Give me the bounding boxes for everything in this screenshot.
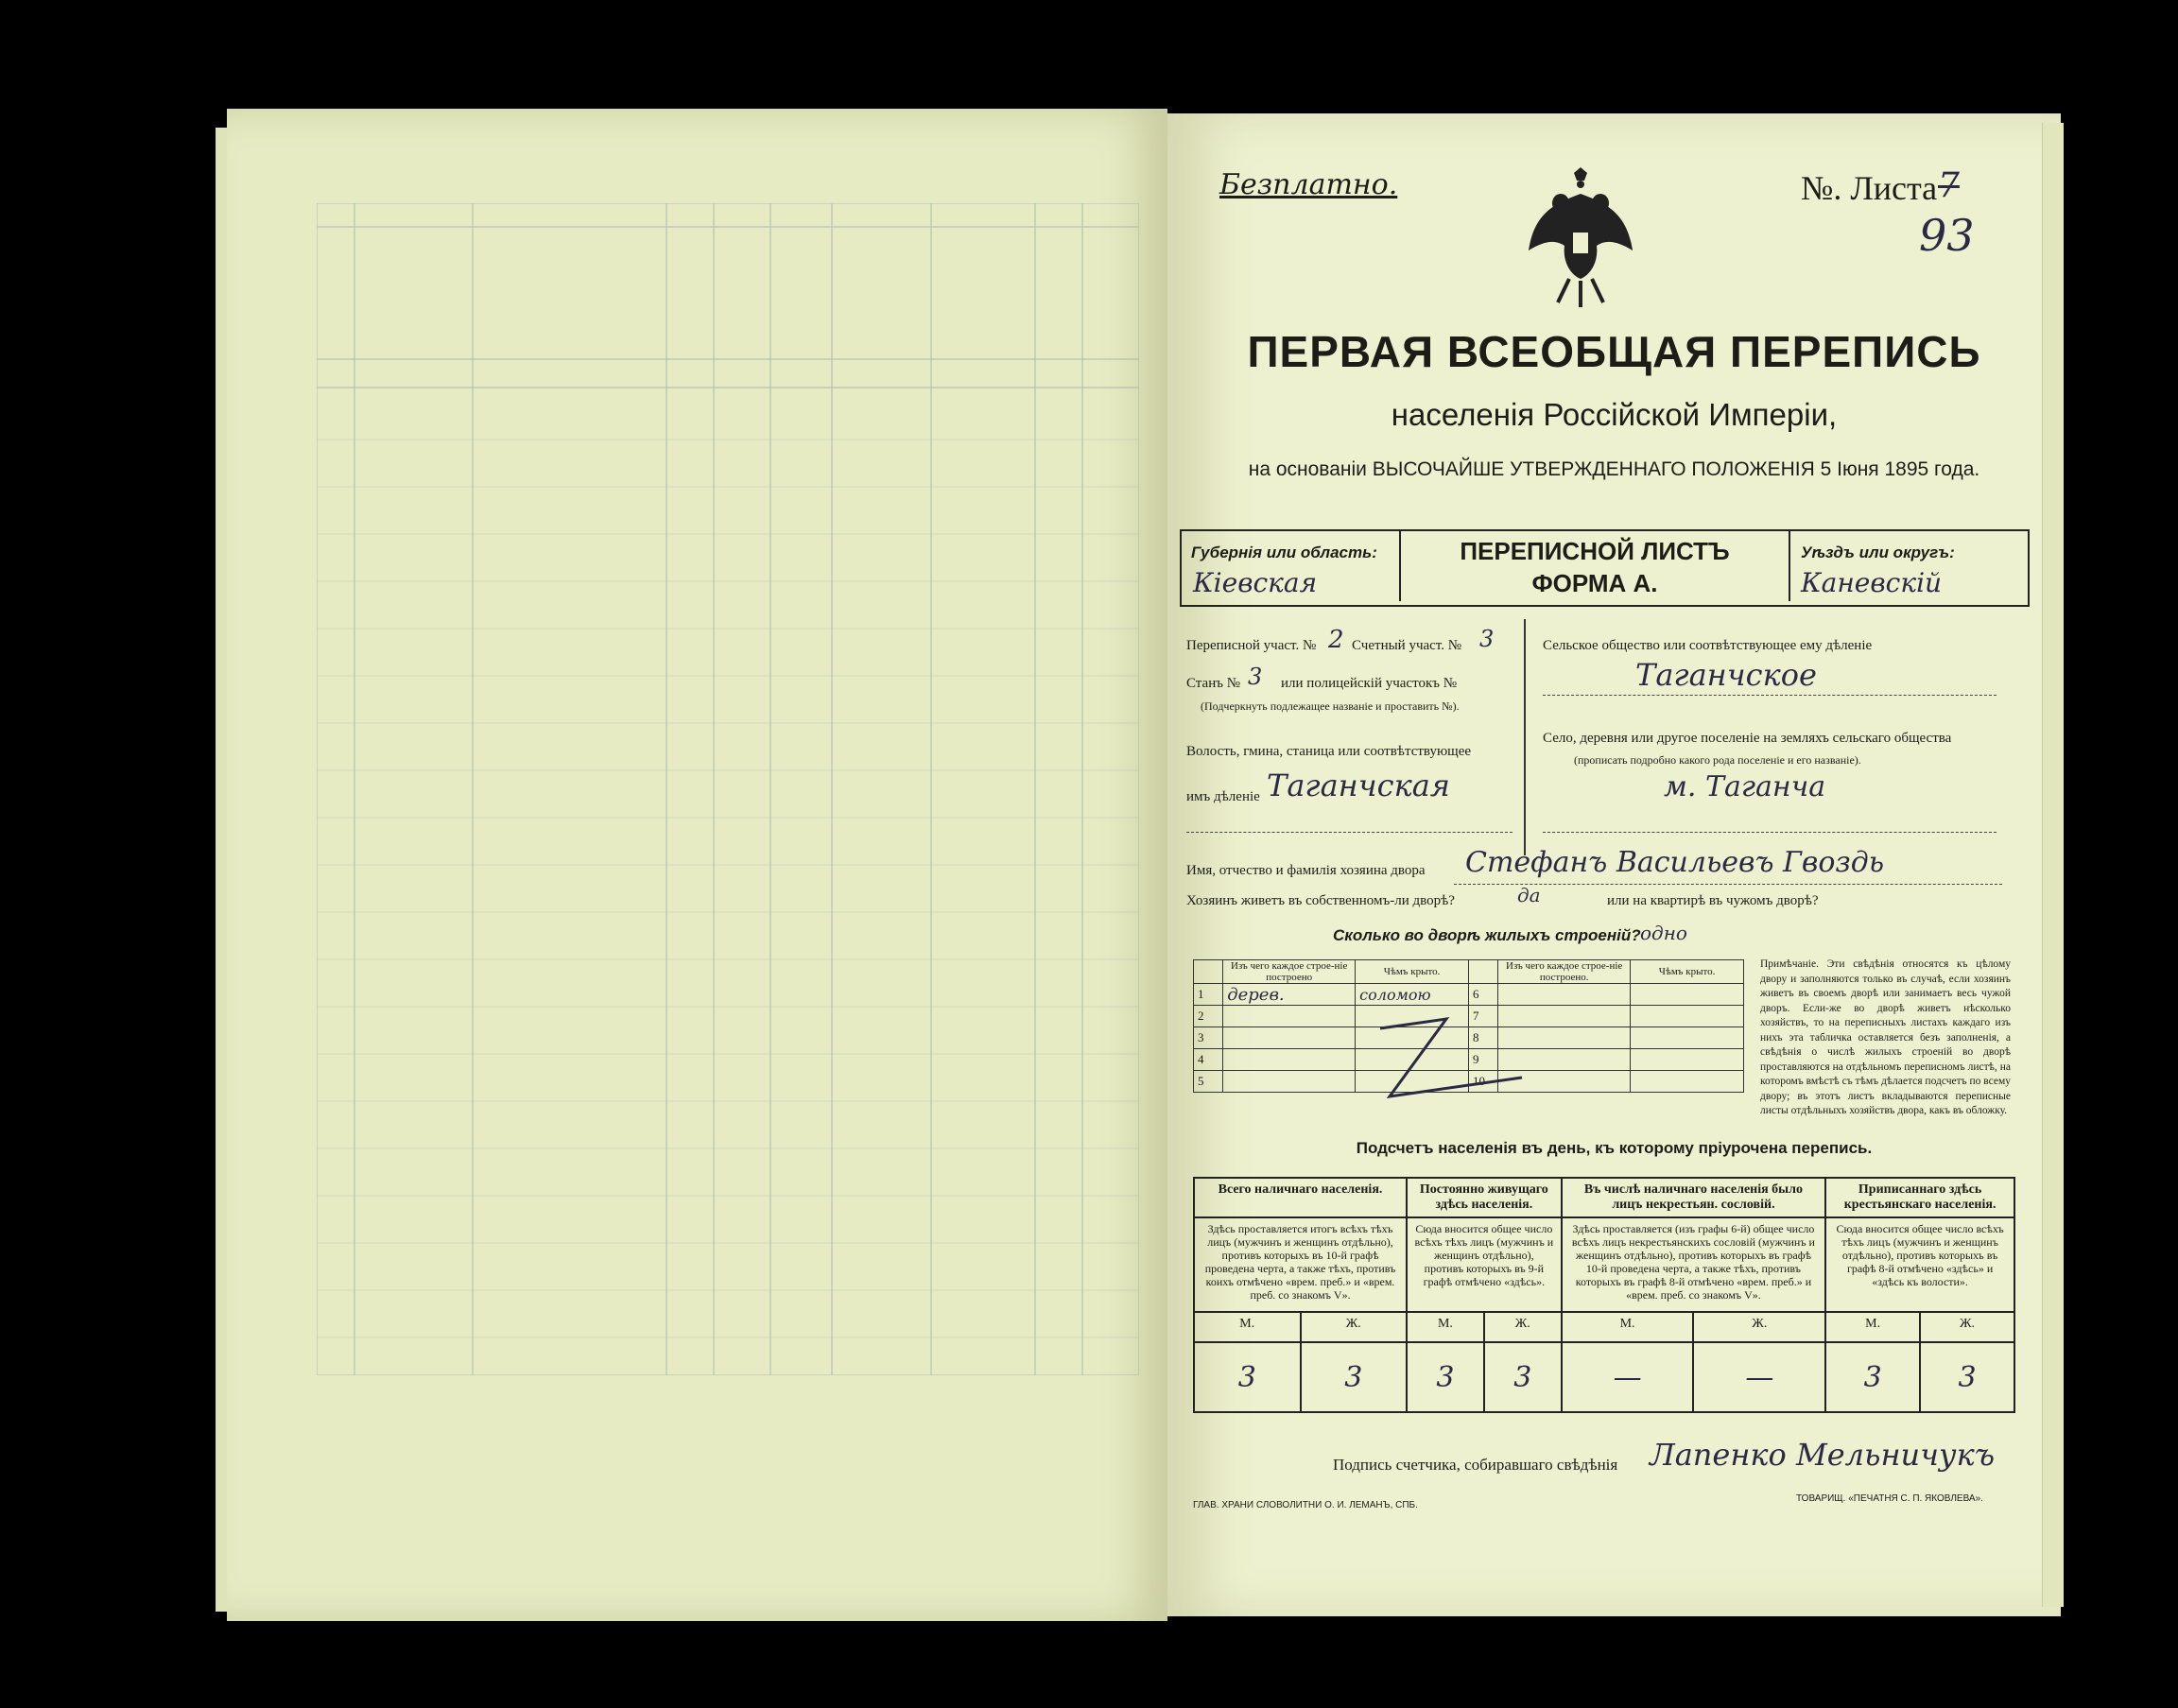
- buildings-label: Сколько во дворѣ жилыхъ строеній?: [1333, 926, 1641, 944]
- lives-label-2: или на квартирѣ въ чужомъ дворѣ?: [1607, 893, 1819, 908]
- document-subtitle: населенія Россійской Имперіи,: [1391, 397, 1838, 432]
- signature-label: Подпись счетчика, собиравшаго свѣдѣнія: [1333, 1456, 1618, 1474]
- uezd-value: Каневскій: [1801, 567, 1943, 598]
- sheet-type: ПЕРЕПИСНОЙ ЛИСТЪ: [1460, 537, 1730, 565]
- buildings-col-roof-2: Чѣмъ крыто.: [1631, 960, 1744, 984]
- lives-value: да: [1517, 884, 1541, 906]
- buildings-note: Примѣчаніе. Эти свѣдѣнія относятся къ цѣлому двору и заполняются только въ случаѣ, если хозяинъ живетъ въ своемъ дворѣ или занимаетъ весь чужой дворъ. Если-же во дворѣ живетъ нѣсколько хозяйствъ, то на переписныхъ листахъ каждаго изъ нихъ эта табличка оставляется безъ заполненія, а свѣдѣнія о числѣ жилыхъ строеній во дворѣ проставляются на отдѣльномъ переписномъ листѣ, на которомъ вмѣстѣ съ тѣмъ дѣлается подсчетъ по всему двору; въ этотъ листъ вкладываются переписные листы отдѣльныхъ хозяйствъ двора, какъ въ обложку.: [1760, 958, 2011, 1116]
- volost-extra-line: [1186, 832, 1512, 833]
- row-number: 2: [1194, 1006, 1223, 1027]
- strike-mark: [1323, 1002, 1550, 1115]
- schetny-uchast-value: 3: [1479, 626, 1495, 652]
- stan-value: 3: [1248, 664, 1263, 690]
- row-number: 3: [1194, 1027, 1223, 1049]
- population-table: [1193, 1177, 2015, 1413]
- document-title: ПЕРВАЯ ВСЕОБЩАЯ ПЕРЕПИСЬ: [1247, 327, 1981, 376]
- form-type: ФОРМА А.: [1531, 569, 1658, 597]
- sex-label: Ж.: [1693, 1312, 1825, 1342]
- row-number: 6: [1468, 984, 1497, 1006]
- selo-extra-line: [1543, 832, 1996, 833]
- population-desc-peasant: Сюда вносится общее число всѣхъ тѣхъ лицъ (мужчинъ и женщинъ отдѣльно), противъ которыхъ въ графѣ 8-й отмѣчено «здѣсь» и «здѣсь къ волости».: [1825, 1217, 2014, 1312]
- population-value: 3: [1825, 1342, 1920, 1412]
- building-material: дерев.: [1223, 984, 1356, 1006]
- sex-label: М.: [1562, 1312, 1694, 1342]
- row-number: 10: [1468, 1071, 1497, 1093]
- population-value: —: [1562, 1342, 1694, 1412]
- stan-label: Станъ №: [1186, 676, 1241, 691]
- lives-label: Хозяинъ живетъ въ собственномъ-ли дворѣ?: [1186, 893, 1455, 908]
- selo-note: (прописать подробно какого рода поселеніе и его названіе).: [1574, 753, 1861, 767]
- volost-label-2: имъ дѣленіе: [1186, 789, 1260, 804]
- population-header-permanent: Постоянно живущаго здѣсь населенія.: [1407, 1178, 1562, 1217]
- population-desc-permanent: Сюда вносится общее число всѣхъ тѣхъ лицъ (мужчинъ и женщинъ отдѣльно), противъ которыхъ въ 9-й графѣ отмѣчено «здѣсь».: [1407, 1217, 1562, 1312]
- police-label: или полицейскій участокъ №: [1281, 676, 1458, 691]
- volost-value: Таганчская: [1267, 768, 1450, 803]
- selskoe-value: Таганчское: [1635, 657, 1817, 693]
- sex-label: М.: [1407, 1312, 1484, 1342]
- row-number: 8: [1468, 1027, 1497, 1049]
- free-label: Безплатно.: [1219, 168, 1398, 201]
- buildings-col-material: Изъ чего каждое строе-ніе построено: [1223, 960, 1356, 984]
- sheet-number-label: №. Листа: [1801, 169, 1938, 207]
- population-value: —: [1693, 1342, 1825, 1412]
- document-basis: на основаніи ВЫСОЧАЙШЕ УТВЕРЖДЕННАГО ПОЛОЖЕНІЯ 5 Іюня 1895 года.: [1248, 458, 1980, 480]
- row-number: 5: [1194, 1071, 1223, 1093]
- population-title: Подсчетъ населенія въ день, къ которому пріурочена перепись.: [1356, 1139, 1873, 1157]
- selo-label: Село, деревня или другое поселеніе на земляхъ сельскаго общества: [1543, 731, 1952, 746]
- population-value: 3: [1301, 1342, 1408, 1412]
- selskoe-label: Сельское общество или соотвѣтствующее ему дѣленіе: [1543, 638, 1873, 653]
- population-header-nonpeasant: Въ числѣ наличнаго населенія было лицъ некрестьян. сословій.: [1562, 1178, 1825, 1217]
- row-number: 4: [1194, 1049, 1223, 1071]
- population-value: 3: [1407, 1342, 1484, 1412]
- population-desc-nonpeasant: Здѣсь проставляется (изъ графы 6-й) общее число всѣхъ лицъ некрестьянскихъ сословій (мужчинъ и женщинъ отдѣльно), противъ которыхъ въ графѣ 10-й проведена черта, а также тѣхъ, противъ которыхъ въ графѣ 8-й отмѣчено «врем. преб.» и «врем. преб. со знакомъ V».: [1562, 1217, 1825, 1312]
- buildings-col-material-2: Изъ чего каждое строе-ніе построено.: [1498, 960, 1631, 984]
- buildings-col-roof: Чѣмъ крыто.: [1356, 960, 1469, 984]
- guberniya-label: Губернія или область:: [1191, 543, 1377, 561]
- left-page-grid: [317, 203, 1139, 1375]
- selskoe-line: [1543, 695, 1996, 696]
- stan-note: (Подчеркнуть подлежащее названіе и проставить №).: [1201, 699, 1460, 713]
- uezd-label: Уѣздъ или округъ:: [1801, 543, 1955, 561]
- owner-value: Стефанъ Васильевъ Гвоздь: [1465, 846, 1885, 879]
- row-number: 9: [1468, 1049, 1497, 1071]
- footer-right: ТОВАРИЩ. «ПЕЧАТНЯ С. П. ЯКОВЛЕВА».: [1796, 1493, 1983, 1504]
- population-header-total: Всего наличнаго населенія.: [1194, 1178, 1407, 1217]
- sheet-number-value: 7: [1938, 166, 1960, 205]
- building-roof: соломою: [1356, 984, 1469, 1006]
- fields-divider: [1524, 619, 1526, 855]
- sex-label: Ж.: [1920, 1312, 2014, 1342]
- row-number: 7: [1468, 1006, 1497, 1027]
- owner-label: Имя, отчество и фамилія хозяина двора: [1186, 863, 1426, 878]
- row-number: 1: [1194, 984, 1223, 1006]
- sheet-number-handwritten: 93: [1919, 210, 1975, 261]
- population-header-peasant: Приписаннаго здѣсь крестьянскаго населенія.: [1825, 1178, 2014, 1217]
- buildings-value: одно: [1640, 922, 1687, 944]
- schetny-uchast-label: Счетный участ. №: [1352, 638, 1462, 653]
- population-value: 3: [1194, 1342, 1301, 1412]
- imperial-eagle-icon: [1527, 165, 1635, 312]
- footer-left: ГЛАВ. ХРАНИ СЛОВОЛИТНИ О. И. ЛЕМАНЪ, СПБ.: [1193, 1500, 1418, 1510]
- volost-label: Волость, гмина, станица или соотвѣтствующее: [1186, 744, 1472, 759]
- population-value: 3: [1920, 1342, 2014, 1412]
- sex-label: Ж.: [1301, 1312, 1408, 1342]
- guberniya-value: Кіевская: [1193, 567, 1318, 598]
- sex-label: М.: [1825, 1312, 1920, 1342]
- sex-label: М.: [1194, 1312, 1301, 1342]
- perepis-uchast-value: 2: [1328, 626, 1344, 654]
- selo-value: м. Таганча: [1664, 770, 1826, 803]
- population-desc-total: Здѣсь проставляется итогъ всѣхъ тѣхъ лицъ (мужчинъ и женщинъ отдѣльно), противъ которыхъ въ 10-й графѣ проведена черта, а также тѣхъ, противъ коихъ отмѣчено «врем. преб.» и «врем. преб. со знакомъ V».: [1194, 1217, 1407, 1312]
- sex-label: Ж.: [1484, 1312, 1562, 1342]
- signature-value: Лапенко Мельничукъ: [1650, 1437, 1996, 1473]
- population-value: 3: [1484, 1342, 1562, 1412]
- perepis-uchast-label: Переписной участ. №: [1186, 638, 1317, 653]
